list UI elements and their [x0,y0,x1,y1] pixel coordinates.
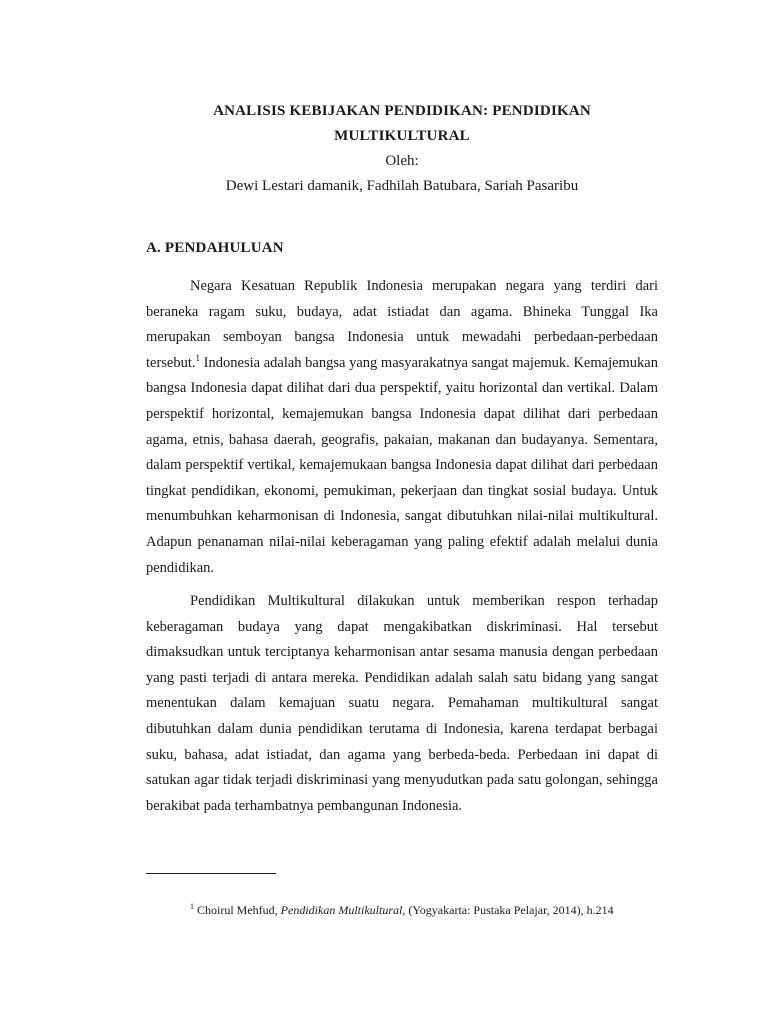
footnote-author: Choirul Mehfud, [197,903,281,917]
paragraph-1 [146,274,658,581]
footnote-reference-marker: 1 [195,352,201,363]
oleh-label: Oleh: [385,153,419,169]
footnote-book-title: Pendidikan Multikultural, [280,903,406,917]
footnote-separator [146,873,276,874]
paragraph-1-text-b: Indonesia adalah bangsa yang masyarakatnya sangat majemuk. Kemajemukan bangsa Indonesia dapat dilihat dari dua perspektif, yaitu horizontal dan vertikal. Dalam perspektif horizontal, kemajemukan bangsa Indonesia dapat dilihat dari perbedaan agama, etnis, bahasa daerah, geografis, pakaian, makanan dan budayanya. Sementara, dalam perspektif vertikal, kemajemukaan bangsa Indonesia dapat dilihat dari perbedaan tingkat pendidikan, ekonomi, pemukiman, pekerjaan dan tingkat sosial budaya. Untuk menumbuhkan keharmonisan di Indonesia, sangat dibutuhkan nilai-nilai multikultural. Adapun penanaman nilai-nilai keberagaman yang paling efektif adalah melalui dunia pendidikan. [146,354,658,576]
document-title-line-2: MULTIKULTURAL [334,128,470,144]
paragraph-1-text-a: Negara Kesatuan Republik Indonesia merupakan negara yang terdiri dari beraneka ragam suku, budaya, adat istiadat dan agama. Bhineka Tunggal Ika merupakan semboyan bangsa Indonesia untuk mewadahi perbedaan-perbedaan tersebut. [146,278,658,371]
authors-line: Dewi Lestari damanik, Fadhilah Batubara, Sariah Pasaribu [225,178,579,194]
footnote-publication: (Yogyakarta: Pustaka Pelajar, 2014), h.214 [405,903,614,917]
section-heading: A. PENDAHULUAN [146,240,284,256]
footnote-number: 1 [190,902,194,911]
document-title-line-1: ANALISIS KEBIJAKAN PENDIDIKAN: PENDIDIKAN [213,103,591,119]
paragraph-2: Pendidikan Multikultural dilakukan untuk memberikan respon terhadap keberagaman budaya yang dapat mengakibatkan diskriminasi. Hal tersebut dimaksudkan untuk terciptanya keharmonisan antar sesama manusia dengan perbedaan yang pasti terjadi di antara mereka. Pendidikan adalah salah satu bidang yang sangat menentukan dalam kemajuan suatu negara. Pemahaman multikultural sangat dibutuhkan dalam dunia pendidikan terutama di Indonesia, karena terdapat berbagai suku, bahasa, adat istiadat, dan agama yang berbeda-beda. Perbedaan ini dapat di satukan agar tidak terjadi diskriminasi yang menyudutkan pada satu golongan, sehingga berakibat pada terhambatnya pembangunan Indonesia. [146,593,658,814]
footnote [190,903,614,918]
